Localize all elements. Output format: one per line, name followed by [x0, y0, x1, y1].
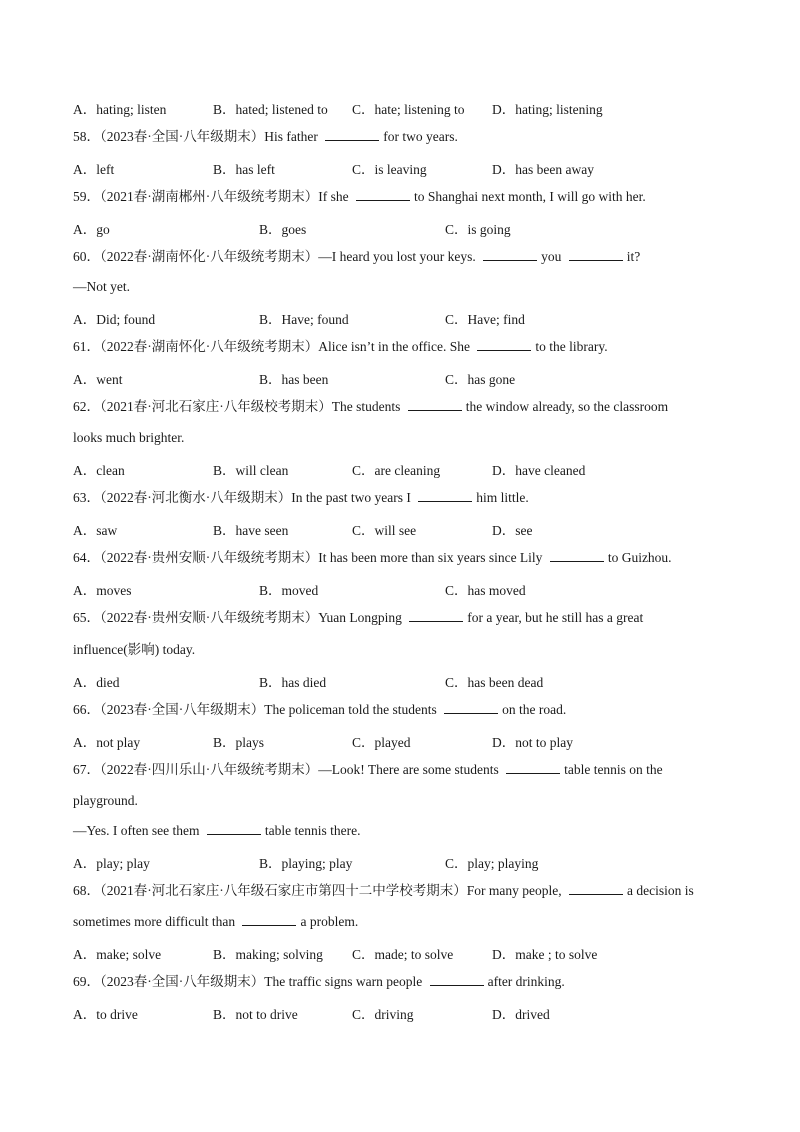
question-line — [73, 701, 760, 719]
answer-option[interactable]: B．plays — [213, 735, 265, 750]
question-text: —I heard you lost your keys. — [318, 249, 480, 264]
question-line — [73, 761, 760, 779]
answer-option[interactable]: B．have seen — [213, 523, 289, 538]
answer-blank[interactable] — [550, 549, 604, 562]
question-text: looks much brighter. — [73, 430, 185, 445]
question-text: Alice isn’t in the office. She — [318, 339, 474, 354]
question-text: sometimes more difficult than — [73, 914, 239, 929]
question-number: 67． — [73, 762, 100, 777]
answer-option[interactable]: B．has died — [259, 675, 327, 690]
question-number: 59． — [73, 189, 100, 204]
answer-blank[interactable] — [483, 248, 537, 261]
question-number: 65． — [73, 610, 100, 625]
answer-option[interactable]: A．died — [73, 675, 120, 690]
question-number: 61． — [73, 339, 100, 354]
question-text: If she — [318, 189, 352, 204]
question-line — [73, 248, 760, 266]
answer-option[interactable]: B．will clean — [213, 463, 289, 478]
question-source: （2022春·湖南怀化·八年级统考期末） — [100, 249, 319, 264]
question-continuation — [73, 792, 760, 810]
question-text: For many people, — [466, 883, 565, 898]
question-source: （2021春·湖南郴州·八年级统考期末） — [100, 189, 319, 204]
answer-option[interactable]: A．moves — [73, 583, 132, 598]
answer-option[interactable]: C．played — [352, 735, 411, 750]
question-text: The policeman told the students — [264, 702, 441, 717]
answer-option[interactable]: B．has been — [259, 372, 329, 387]
answer-option[interactable]: A．clean — [73, 463, 125, 478]
question-text: you — [541, 249, 565, 264]
question-number: 58． — [73, 129, 100, 144]
answer-option[interactable]: A．play; play — [73, 856, 150, 871]
question-text: after drinking. — [487, 974, 565, 989]
question-text: him little. — [476, 490, 529, 505]
answer-option[interactable]: D．make ; to solve — [492, 947, 598, 962]
question-source: （2023春·全国·八年级期末） — [100, 129, 265, 144]
answer-blank[interactable] — [207, 822, 261, 835]
answer-option[interactable]: D．not to play — [492, 735, 573, 750]
answer-blank[interactable] — [325, 128, 379, 141]
question-line — [73, 549, 760, 567]
answer-option[interactable]: D．have cleaned — [492, 463, 586, 478]
question-text: The traffic signs warn people — [264, 974, 426, 989]
question-text: for a year, but he still has a great — [467, 610, 644, 625]
question-line — [73, 338, 760, 356]
question-text: the window already, so the classroom — [465, 399, 669, 414]
answer-option[interactable]: C．play; playing — [445, 856, 539, 871]
answer-blank[interactable] — [356, 188, 410, 201]
question-number: 64． — [73, 550, 100, 565]
question-source: （2022春·贵州安顺·八年级统考期末） — [100, 610, 319, 625]
answer-option[interactable]: A．Did; found — [73, 312, 156, 327]
question-source: （2022春·四川乐山·八年级统考期末） — [100, 762, 319, 777]
answer-blank[interactable] — [569, 882, 623, 895]
question-source: （2022春·河北衡水·八年级期末） — [100, 490, 292, 505]
question-number: 63． — [73, 490, 100, 505]
question-text: for two years. — [383, 129, 458, 144]
answer-option[interactable]: C．hate; listening to — [352, 102, 465, 117]
question-line — [73, 882, 760, 900]
question-number: 66． — [73, 702, 100, 717]
answer-option[interactable]: C．has moved — [445, 583, 526, 598]
question-continuation — [73, 278, 760, 296]
question-source: （2021春·河北石家庄·八年级校考期末） — [100, 399, 332, 414]
question-text: table tennis on the — [564, 762, 663, 777]
question-text: to Guizhou. — [607, 550, 672, 565]
answer-option[interactable]: C．has gone — [445, 372, 516, 387]
answer-option[interactable]: B．hated; listened to — [213, 102, 328, 117]
answer-option[interactable]: B．moved — [259, 583, 319, 598]
answer-blank[interactable] — [409, 609, 463, 622]
question-line — [73, 973, 760, 991]
answer-option[interactable]: C．will see — [352, 523, 417, 538]
answer-option[interactable]: C．made; to solve — [352, 947, 454, 962]
question-line — [73, 128, 760, 146]
question-number: 60． — [73, 249, 100, 264]
answer-option[interactable]: B．making; solving — [213, 947, 323, 962]
answer-option[interactable]: D．has been away — [492, 162, 594, 177]
question-source: （2022春·湖南怀化·八年级统考期末） — [100, 339, 319, 354]
answer-option[interactable]: C．has been dead — [445, 675, 544, 690]
question-line — [73, 489, 760, 507]
question-text: —Look! There are some students — [318, 762, 503, 777]
question-text: —Yes. I often see them — [73, 823, 203, 838]
answer-option[interactable]: B．not to drive — [213, 1007, 298, 1022]
question-text: to the library. — [535, 339, 608, 354]
question-number: 68． — [73, 883, 100, 898]
question-text: It has been more than six years since Lily — [318, 550, 546, 565]
answer-option[interactable]: D．hating; listening — [492, 102, 603, 117]
answer-blank[interactable] — [242, 913, 296, 926]
answer-option[interactable]: B．playing; play — [259, 856, 353, 871]
answer-option[interactable]: A．went — [73, 372, 123, 387]
question-text: The students — [331, 399, 404, 414]
question-number: 62． — [73, 399, 100, 414]
question-source: （2023春·全国·八年级期末） — [100, 974, 265, 989]
question-text: Yuan Longping — [318, 610, 406, 625]
answer-blank[interactable] — [418, 489, 472, 502]
question-continuation — [73, 913, 760, 931]
question-text: —Not yet. — [73, 279, 130, 294]
answer-option[interactable]: A．make; solve — [73, 947, 162, 962]
answer-blank[interactable] — [569, 248, 623, 261]
question-text: a decision is — [626, 883, 694, 898]
question-text: it? — [626, 249, 641, 264]
question-continuation — [73, 641, 760, 659]
question-text: table tennis there. — [264, 823, 361, 838]
answer-option[interactable]: C．are cleaning — [352, 463, 441, 478]
answer-blank[interactable] — [444, 701, 498, 714]
question-text: to Shanghai next month, I will go with her. — [414, 189, 646, 204]
answer-option[interactable]: A．left — [73, 162, 115, 177]
question-number: 69． — [73, 974, 100, 989]
answer-blank[interactable] — [477, 338, 531, 351]
question-text: a problem. — [300, 914, 359, 929]
question-continuation — [73, 822, 760, 840]
answer-blank[interactable] — [506, 761, 560, 774]
answer-option[interactable]: A．saw — [73, 523, 118, 538]
answer-option[interactable]: A．not play — [73, 735, 141, 750]
answer-blank[interactable] — [408, 398, 462, 411]
answer-blank[interactable] — [430, 973, 484, 986]
question-source: （2021春·河北石家庄·八年级石家庄市第四十二中学校考期末） — [100, 883, 467, 898]
answer-option[interactable]: D．drived — [492, 1007, 550, 1022]
question-text: In the past two years I — [291, 490, 415, 505]
answer-option[interactable]: A．go — [73, 222, 110, 237]
answer-option[interactable]: B．goes — [259, 222, 307, 237]
question-source: （2022春·贵州安顺·八年级统考期末） — [100, 550, 319, 565]
question-text: His father — [264, 129, 322, 144]
question-text: influence(影响) today. — [73, 642, 196, 657]
question-text: playground. — [73, 793, 138, 808]
answer-option[interactable]: B．has left — [213, 162, 275, 177]
question-source: （2023春·全国·八年级期末） — [100, 702, 265, 717]
question-line — [73, 609, 760, 627]
answer-option[interactable]: C．is leaving — [352, 162, 427, 177]
answer-option[interactable]: C．is going — [445, 222, 511, 237]
answer-option[interactable]: C．Have; find — [445, 312, 525, 327]
question-text: on the road. — [502, 702, 567, 717]
answer-option[interactable]: C．driving — [352, 1007, 414, 1022]
answer-option[interactable]: A．hating; listen — [73, 102, 167, 117]
question-line — [73, 188, 760, 206]
answer-option[interactable]: A．to drive — [73, 1007, 138, 1022]
answer-option[interactable]: B．Have; found — [259, 312, 349, 327]
question-line — [73, 398, 760, 416]
question-continuation — [73, 429, 760, 447]
answer-option[interactable]: D．see — [492, 523, 533, 538]
